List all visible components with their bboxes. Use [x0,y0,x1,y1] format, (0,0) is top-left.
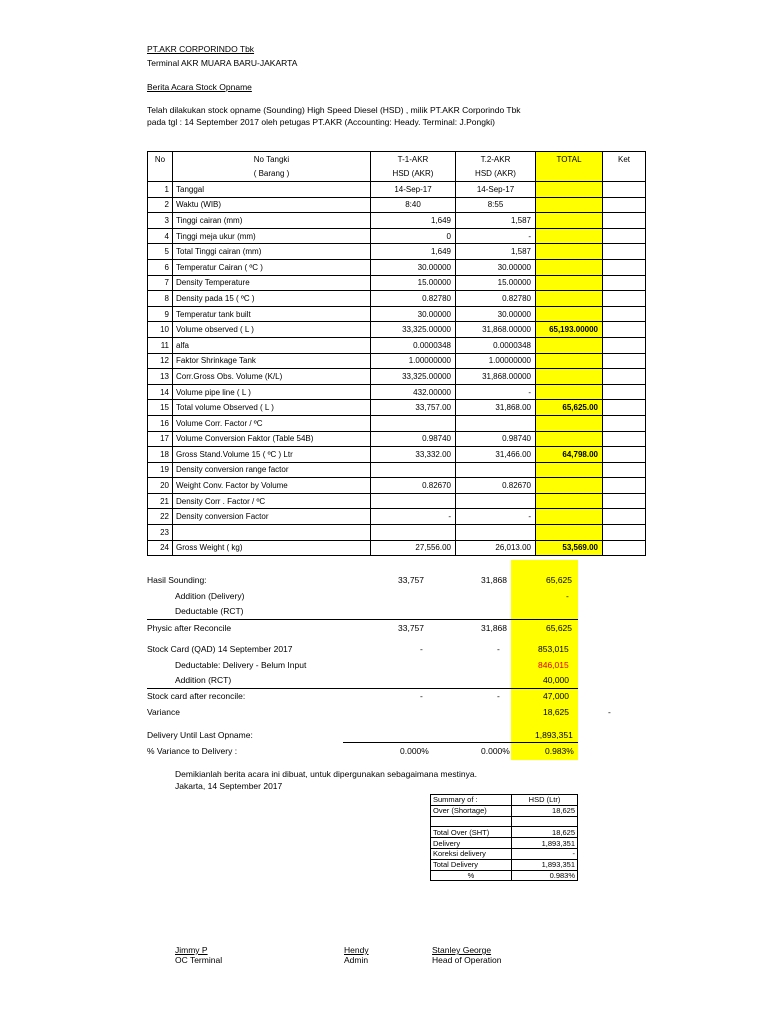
row-ket [603,228,646,244]
stock-opname-table-body [148,152,646,556]
stock-after-t2: - [497,691,500,701]
row-t1-value [371,415,456,431]
row-t2-value: 1,587 [456,213,536,229]
table-row [148,306,646,322]
closing-date: Jakarta, 14 September 2017 [175,781,283,791]
row-ket [603,369,646,385]
delivery-label: Delivery Until Last Opname: [147,730,253,740]
row-label: Temperatur Cairan ( ºC ) [173,259,371,275]
table-row [148,431,646,447]
stock-after-t1: - [420,691,423,701]
company-name: PT.AKR CORPORINDO Tbk [147,44,255,54]
row-t2-value: 31,466.00 [456,447,536,463]
row-t1-value: 1,649 [371,213,456,229]
variance-total: 18,625 [543,707,569,717]
stock-opname-table [147,151,646,556]
signature-block [432,945,501,965]
row-number: 17 [148,431,173,447]
row-t2-value [456,525,536,541]
row-ket [603,337,646,353]
deductable-delivery-total: 846,015 [538,660,569,670]
table-row [148,369,646,385]
signatory-name: Jimmy P [175,945,208,955]
row-ket [603,525,646,541]
row-number: 12 [148,353,173,369]
signatory-role: OC Terminal [175,955,223,965]
row-label: Tinggi cairan (mm) [173,213,371,229]
row-total-value [536,525,603,541]
row-t2-value: - [456,509,536,525]
row-total-value: 53,569.00 [536,540,603,556]
row-t1-value: 1,649 [371,244,456,260]
row-total-value: 65,193.00000 [536,322,603,338]
row-t2-value: 0.98740 [456,431,536,447]
subheader-ket [603,167,646,182]
signatory-name: Hendy [344,945,369,955]
row-label: Density conversion range factor [173,462,371,478]
row-ket [603,431,646,447]
row-t2-value: 1.00000000 [456,353,536,369]
row-label: Total volume Observed ( L ) [173,400,371,416]
table-row [148,525,646,541]
row-ket [603,415,646,431]
row-t1-value: 0 [371,228,456,244]
row-t1-value [371,525,456,541]
row-number: 20 [148,478,173,494]
row-ket [603,244,646,260]
row-label: Gross Stand.Volume 15 ( ºC ) Ltr [173,447,371,463]
row-total-value [536,337,603,353]
summary-row [431,827,578,838]
row-t2-value: 15.00000 [456,275,536,291]
row-t2-value: 1,587 [456,244,536,260]
row-t2-value: 30.00000 [456,259,536,275]
row-total-value [536,259,603,275]
row-ket [603,509,646,525]
row-total-value [536,415,603,431]
row-t1-value: 30.00000 [371,259,456,275]
pct-variance-total: 0.983% [545,746,574,756]
row-number: 22 [148,509,173,525]
row-ket [603,259,646,275]
summary-table [430,794,578,881]
table-row [148,400,646,416]
summary-header-value: HSD (Ltr) [512,795,578,806]
row-label: Total Tinggi cairan (mm) [173,244,371,260]
signatory-role: Head of Operation [432,955,502,965]
pct-variance-label: % Variance to Delivery : [147,746,238,756]
summary-row [431,870,578,881]
row-number: 2 [148,197,173,213]
intro-line-1: Telah dilakukan stock opname (Sounding) High Speed Diesel (HSD) , milik PT.AKR Corporindo Tbk [147,105,521,115]
row-label: Weight Conv. Factor by Volume [173,478,371,494]
table-row [148,540,646,556]
row-number: 18 [148,447,173,463]
stock-card-label: Stock Card (QAD) 14 September 2017 [147,644,293,654]
row-t1-value: 0.82670 [371,478,456,494]
closing-statement: Demikianlah berita acara ini dibuat, untuk dipergunakan sebagaimana mestinya. [175,769,477,779]
subheader-no [148,167,173,182]
row-t2-value: 14-Sep-17 [456,182,536,198]
document-title: Berita Acara Stock Opname [147,82,252,92]
row-total-value: 65,625.00 [536,400,603,416]
summary-value: 18,625 [512,827,578,838]
summary-label: Delivery [431,838,512,849]
row-ket [603,447,646,463]
physic-after-total: 65,625 [546,623,572,633]
row-label: Volume Corr. Factor / ºC [173,415,371,431]
row-t1-value: 432.00000 [371,384,456,400]
row-label: Tanggal [173,182,371,198]
subheader-barang: ( Barang ) [173,167,371,182]
table-row [148,291,646,307]
stock-card-total: 853,015 [538,644,569,654]
summary-value: - [512,848,578,859]
summary-header-label: Summary of : [431,795,512,806]
addition-rct-total: 40,000 [543,675,569,685]
row-t1-value: 27,556.00 [371,540,456,556]
signature-block [175,945,222,965]
row-total-value [536,228,603,244]
row-total-value [536,291,603,307]
row-label: Density pada 15 ( ºC ) [173,291,371,307]
row-t1-value [371,462,456,478]
row-label: Corr.Gross Obs. Volume (K/L) [173,369,371,385]
subheader-t2: HSD (AKR) [456,167,536,182]
row-total-value: 64,798.00 [536,447,603,463]
terminal-name: Terminal AKR MUARA BARU-JAKARTA [147,58,298,68]
row-total-value [536,197,603,213]
table-row [148,353,646,369]
row-label: Tinggi meja ukur (mm) [173,228,371,244]
row-ket [603,462,646,478]
subheader-total [536,167,603,182]
row-ket [603,291,646,307]
pct-variance-t2: 0.000% [481,746,510,756]
summary-label: % [431,870,512,881]
row-t1-value: 0.98740 [371,431,456,447]
row-total-value [536,353,603,369]
row-number: 21 [148,493,173,509]
row-total-value [536,369,603,385]
row-number: 13 [148,369,173,385]
row-total-value [536,493,603,509]
summary-header-row [431,795,578,806]
row-t2-value: 0.0000348 [456,337,536,353]
stock-after-label: Stock card after reconcile: [147,691,246,701]
row-number: 16 [148,415,173,431]
summary-row [431,838,578,849]
row-ket [603,384,646,400]
header-t2: T.2-AKR [456,152,536,167]
row-label: Temperatur tank built [173,306,371,322]
table-row [148,384,646,400]
addition-delivery-total: - [566,591,569,601]
stock-after-total: 47,000 [543,691,569,701]
signatory-role: Admin [344,955,369,965]
addition-delivery-label: Addition (Delivery) [175,591,245,601]
summary-row [431,816,578,827]
table-row [148,337,646,353]
summary-label: Over (Shortage) [431,805,512,816]
row-label: alfa [173,337,371,353]
row-t1-value: 14-Sep-17 [371,182,456,198]
table-row [148,462,646,478]
pct-variance-t1: 0.000% [400,746,429,756]
row-t2-value: - [456,384,536,400]
intro-line-2: pada tgl : 14 September 2017 oleh petugas PT.AKR (Accounting: Heady. Terminal: J.Pongki) [147,117,495,127]
row-total-value [536,462,603,478]
row-label [173,525,371,541]
header-ket: Ket [603,152,646,167]
row-t1-value: 33,325.00000 [371,369,456,385]
table-row [148,415,646,431]
row-ket [603,493,646,509]
summary-label [431,816,512,827]
table-row [148,259,646,275]
table-header-row [148,152,646,167]
table-row [148,275,646,291]
row-total-value [536,431,603,447]
header-t1: T-1-AKR [371,152,456,167]
separator-line [147,619,578,620]
row-ket [603,353,646,369]
row-ket [603,182,646,198]
table-row [148,322,646,338]
signature-block [344,945,369,965]
row-t2-value: - [456,228,536,244]
row-t2-value: 31,868.00000 [456,369,536,385]
row-label: Volume pipe line ( L ) [173,384,371,400]
row-number: 6 [148,259,173,275]
row-t1-value: 15.00000 [371,275,456,291]
subheader-t1: HSD (AKR) [371,167,456,182]
row-total-value [536,244,603,260]
row-number: 3 [148,213,173,229]
row-label: Waktu (WIB) [173,197,371,213]
table-row [148,478,646,494]
summary-value: 0.983% [512,870,578,881]
delivery-total: 1,893,351 [535,730,573,740]
row-total-value [536,384,603,400]
summary-value: 18,625 [512,805,578,816]
row-total-value [536,182,603,198]
row-t2-value: 30.00000 [456,306,536,322]
table-row [148,197,646,213]
stock-card-t1: - [420,644,423,654]
header-tangki: No Tangki [173,152,371,167]
table-row [148,447,646,463]
summary-value: 1,893,351 [512,838,578,849]
hasil-sounding-label: Hasil Sounding: [147,575,207,585]
summary-row [431,805,578,816]
row-t1-value: 33,325.00000 [371,322,456,338]
summary-table-body [431,795,578,881]
row-label: Gross Weight ( kg) [173,540,371,556]
row-label: Volume Conversion Faktor (Table 54B) [173,431,371,447]
row-t1-value: 33,332.00 [371,447,456,463]
table-row [148,228,646,244]
row-ket [603,478,646,494]
row-number: 10 [148,322,173,338]
row-t2-value: 31,868.00000 [456,322,536,338]
table-row [148,493,646,509]
row-total-value [536,509,603,525]
row-ket [603,213,646,229]
summary-label: Total Over (SHT) [431,827,512,838]
summary-row [431,848,578,859]
row-number: 8 [148,291,173,307]
row-t2-value: 0.82670 [456,478,536,494]
row-t1-value: 8:40 [371,197,456,213]
physic-after-t2: 31,868 [481,623,507,633]
variance-label: Variance [147,707,180,717]
row-ket [603,540,646,556]
row-total-value [536,306,603,322]
summary-value [512,816,578,827]
table-row [148,509,646,525]
row-label: Volume observed ( L ) [173,322,371,338]
row-t1-value: 1.00000000 [371,353,456,369]
row-number: 5 [148,244,173,260]
row-label: Density Temperature [173,275,371,291]
row-number: 23 [148,525,173,541]
row-number: 7 [148,275,173,291]
row-number: 11 [148,337,173,353]
row-label: Density Corr . Factor / ºC [173,493,371,509]
addition-rct-label: Addition (RCT) [175,675,232,685]
physic-after-t1: 33,757 [398,623,424,633]
row-number: 1 [148,182,173,198]
row-total-value [536,478,603,494]
table-subheader-row [148,167,646,182]
row-t2-value: 31,868.00 [456,400,536,416]
row-total-value [536,213,603,229]
separator-line [343,742,578,743]
header-total: TOTAL [536,152,603,167]
physic-after-label: Physic after Reconcile [147,623,232,633]
table-row [148,244,646,260]
row-number: 15 [148,400,173,416]
row-t1-value [371,493,456,509]
signatory-name: Stanley George [432,945,492,955]
row-t1-value: 0.0000348 [371,337,456,353]
row-number: 14 [148,384,173,400]
summary-label: Total Delivery [431,859,512,870]
row-number: 9 [148,306,173,322]
deductable-rct-label: Deductable (RCT) [175,606,244,616]
row-label: Density conversion Factor [173,509,371,525]
row-ket [603,275,646,291]
row-t2-value: 0.82780 [456,291,536,307]
hasil-sounding-t1: 33,757 [398,575,424,585]
deductable-delivery-label: Deductable: Delivery - Belum Input [175,660,307,670]
row-t1-value: 30.00000 [371,306,456,322]
table-row [148,182,646,198]
stock-card-t2: - [497,644,500,654]
row-ket [603,306,646,322]
variance-ket: - [608,707,611,717]
row-number: 19 [148,462,173,478]
row-t2-value [456,415,536,431]
row-t2-value: 8:55 [456,197,536,213]
row-t1-value: 33,757.00 [371,400,456,416]
table-row [148,213,646,229]
row-t2-value [456,493,536,509]
row-ket [603,322,646,338]
summary-label: Koreksi delivery [431,848,512,859]
row-number: 24 [148,540,173,556]
separator-line [147,688,578,689]
row-t2-value: 26,013.00 [456,540,536,556]
row-t1-value: 0.82780 [371,291,456,307]
header-no: No [148,152,173,167]
summary-value: 1,893,351 [512,859,578,870]
summary-row [431,859,578,870]
row-total-value [536,275,603,291]
row-ket [603,400,646,416]
row-label: Faktor Shrinkage Tank [173,353,371,369]
row-ket [603,197,646,213]
row-t1-value: - [371,509,456,525]
hasil-sounding-total: 65,625 [546,575,572,585]
row-t2-value [456,462,536,478]
hasil-sounding-t2: 31,868 [481,575,507,585]
row-number: 4 [148,228,173,244]
